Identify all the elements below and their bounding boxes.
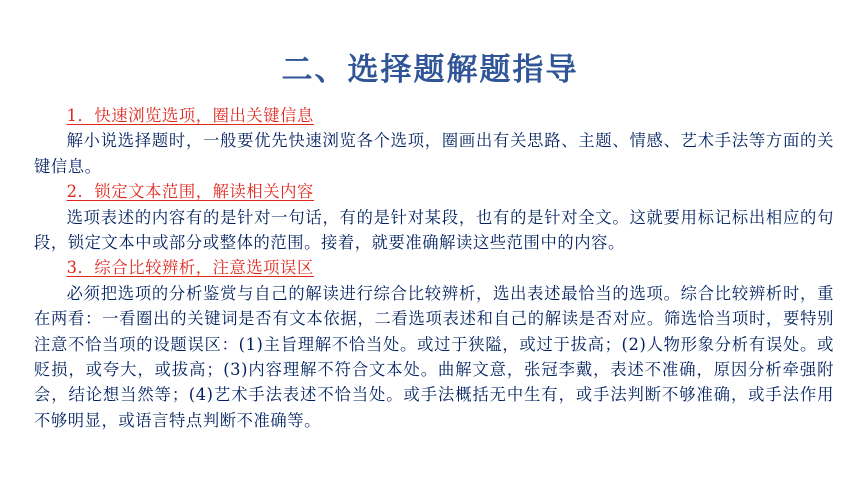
page-title: 二、选择题解题指导: [281, 52, 579, 88]
section-heading-2-text: 2．锁定文本范围，解读相关内容: [66, 182, 314, 202]
section-paragraph-3: 必须把选项的分析鉴赏与自己的解读进行综合比较辨析，选出表述最恰当的选项。综合比较辨析时，重在两看：一看圈出的关键词是否有文本依据，二看选项表述和自己的解读是否对应。筛选恰当项时，要特别注意不恰当项的设题误区：(1)主旨理解不恰当处。或过于狭隘，或过于拔高；(2)人物形象分析有误处。或贬损，或夸大，或拔高；(3)内容理解不符合文本处。曲解文意，张冠李戴，表述不准确，原因分析牵强附会，结论想当然等；(4)艺术手法表述不恰当处。或手法概括无中生有，或手法判断不够准确，或手法作用不够明显，或语言特点判断不准确等。: [34, 283, 834, 430]
section-paragraph-1: 解小说选择题时，一般要优先快速浏览各个选项，圈画出有关思路、主题、情感、艺术手法等方面的关键信息。: [34, 131, 834, 176]
section-heading-1: [34, 103, 834, 128]
section-heading-3: [34, 255, 834, 280]
section-heading-1-text: 1．快速浏览选项，圈出关键信息: [66, 106, 314, 125]
section-paragraph-2: 选项表述的内容有的是针对一句话，有的是针对某段，也有的是针对全文。这就要用标记标出相应的句段，锁定文本中或部分或整体的范围。接着，就要准确解读这些范围中的内容。: [34, 207, 834, 253]
content-body: [34, 103, 834, 433]
section-heading-2: [34, 179, 834, 204]
section-heading-3-text: 3．综合比较辨析，注意选项误区: [66, 258, 314, 278]
